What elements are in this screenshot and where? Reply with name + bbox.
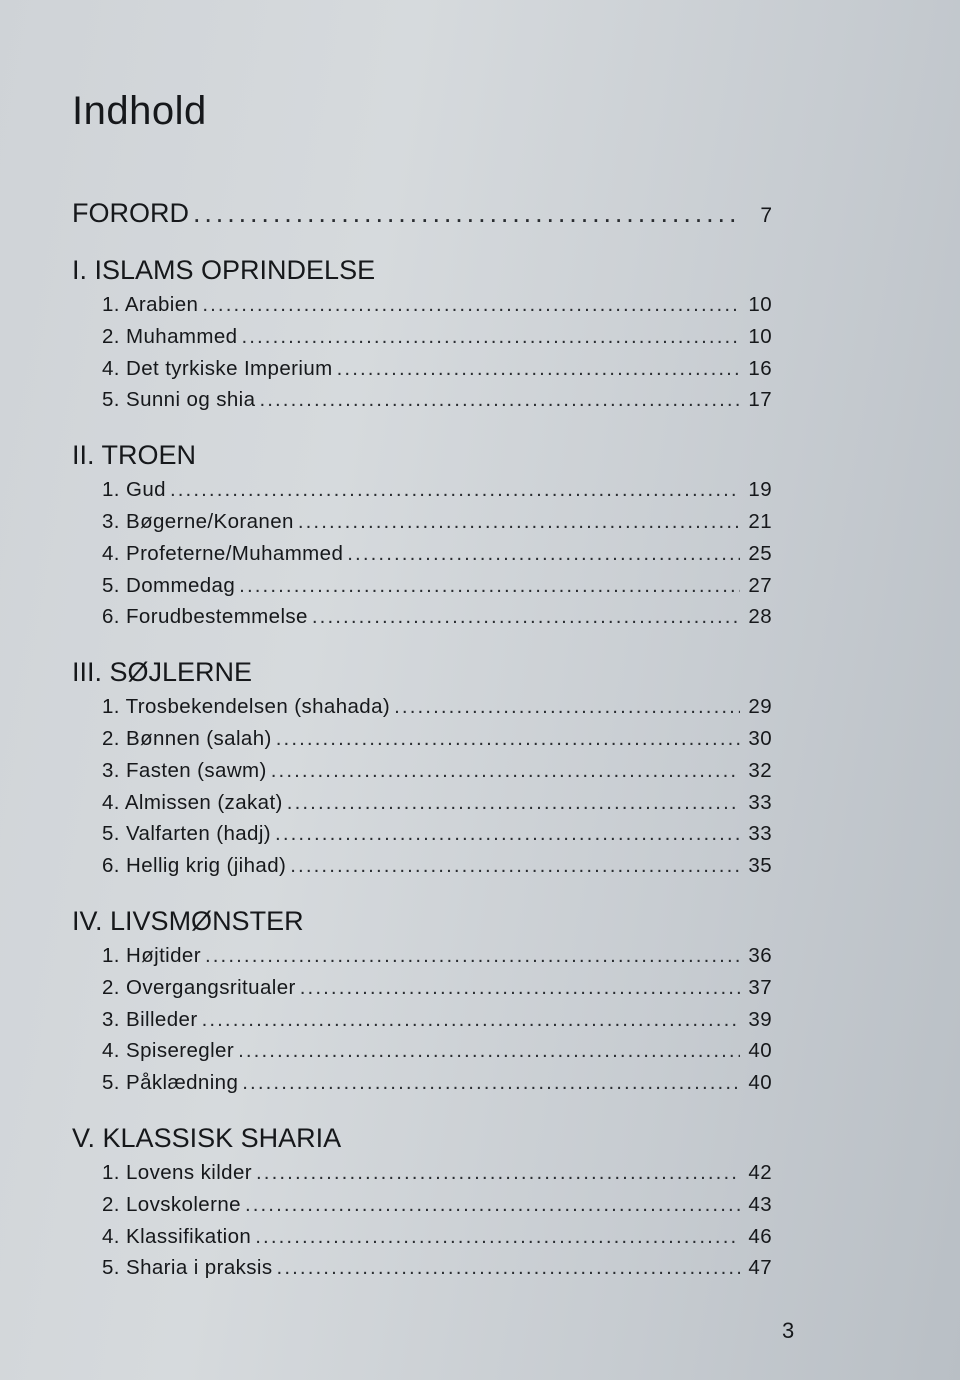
toc-entry-label: 5. Sharia i praksis (102, 1256, 273, 1280)
toc-entry (72, 1221, 772, 1253)
section-heading (72, 196, 772, 233)
toc-entry-label: 3. Billeder (102, 1007, 198, 1031)
toc-entry (72, 1035, 772, 1067)
toc-section (72, 904, 772, 1109)
dot-leader (275, 818, 740, 850)
dot-leader (347, 538, 740, 570)
toc-section (72, 438, 772, 643)
toc-entry-label: 5. Sunni og shia (102, 388, 256, 412)
section-heading (72, 904, 772, 938)
dot-leader (170, 474, 740, 506)
toc-entry-label: 1. Gud (102, 478, 166, 502)
toc-entry-page: 47 (748, 1256, 772, 1280)
dot-leader (259, 384, 740, 416)
toc-entry-label: 2. Overgangsritualer (102, 975, 296, 999)
dot-leader (298, 506, 740, 538)
toc-entry-page: 10 (748, 324, 772, 348)
toc-entry (72, 850, 772, 882)
toc-entry-label: 4. Spiseregler (102, 1039, 235, 1063)
dot-leader (202, 1004, 740, 1036)
toc-entry (72, 538, 772, 570)
toc-entry-label: 1. Trosbekendelsen (shahada) (102, 695, 391, 719)
toc-entry-page: 42 (748, 1160, 772, 1184)
toc-entry (72, 506, 772, 538)
toc-entry (72, 818, 772, 850)
section-heading (72, 253, 772, 287)
toc-entry-page: 35 (748, 854, 772, 878)
toc-entry (72, 1004, 772, 1036)
toc-entry-page: 27 (748, 573, 772, 597)
section-heading (72, 438, 772, 472)
dot-leader (245, 1189, 740, 1221)
toc-entry (72, 755, 772, 787)
toc-entry-label: 6. Hellig krig (jihad) (102, 854, 287, 878)
toc-entry-label: 5. Valfarten (hadj) (102, 822, 272, 846)
toc-section (72, 196, 772, 233)
dot-leader (255, 1221, 740, 1253)
toc-entry (72, 474, 772, 506)
dot-leader (300, 972, 740, 1004)
toc-entry-page: 39 (748, 1007, 772, 1031)
toc-entry (72, 940, 772, 972)
toc-entry-page: 16 (748, 356, 772, 380)
toc-entry-page: 30 (748, 726, 772, 750)
section-heading (72, 655, 772, 689)
toc-entry-page: 25 (748, 541, 772, 565)
toc-entry (72, 1067, 772, 1099)
table-of-contents (72, 196, 772, 1294)
dot-leader (241, 321, 740, 353)
toc-entry-label: 1. Lovens kilder (102, 1160, 252, 1184)
toc-entry (72, 321, 772, 353)
toc-entry (72, 570, 772, 602)
toc-entry-label: 5. Dommedag (102, 573, 236, 597)
toc-entry-page: 40 (748, 1071, 772, 1095)
toc-section (72, 1121, 772, 1294)
toc-entry-page: 21 (748, 509, 772, 533)
toc-entry-page: 10 (748, 293, 772, 316)
toc-entry-label: 2. Lovskolerne (102, 1192, 241, 1216)
toc-section (72, 655, 772, 892)
section-heading (72, 1121, 772, 1155)
toc-entry-page: 33 (748, 822, 772, 846)
toc-entry-page: 29 (748, 695, 772, 719)
dot-leader (238, 1035, 740, 1067)
dot-leader (193, 196, 740, 230)
toc-entry-label: 4. Det tyrkiske Imperium (102, 356, 333, 380)
toc-entry-page: 32 (748, 758, 772, 782)
dot-leader (287, 787, 740, 819)
toc-entry (72, 972, 772, 1004)
toc-entry-label: 1. Højtider (102, 943, 201, 967)
section-heading-label: IV. LIVSMØNSTER (72, 905, 304, 936)
toc-entry-label: 4. Profeterne/Muhammed (102, 541, 344, 565)
toc-entry-label: 2. Bønnen (salah) (102, 726, 272, 750)
dot-leader (394, 691, 740, 723)
toc-entry-page: 40 (748, 1039, 772, 1063)
toc-entry (72, 1189, 772, 1221)
section-heading-label: FORORD (72, 198, 189, 228)
toc-entry-page: 28 (748, 605, 772, 629)
toc-entry-label: 2. Muhammed (102, 324, 238, 348)
section-heading-label: V. KLASSISK SHARIA (72, 1122, 342, 1153)
section-heading-label: III. SØJLERNE (72, 657, 253, 688)
toc-entry-label: 4. Klassifikation (102, 1224, 252, 1248)
toc-entry (72, 289, 772, 321)
toc-entry-label: 4. Almissen (zakat) (102, 790, 283, 814)
toc-entry (72, 384, 772, 416)
toc-entry (72, 691, 772, 723)
toc-entry (72, 353, 772, 385)
dot-leader (242, 1067, 740, 1099)
toc-entry-page: 33 (748, 790, 772, 814)
dot-leader (205, 940, 740, 972)
toc-entry-page: 17 (748, 388, 772, 412)
toc-entry (72, 601, 772, 633)
toc-entry-label: 5. Påklædning (102, 1071, 239, 1095)
dot-leader (239, 570, 740, 602)
toc-entry (72, 1157, 772, 1189)
toc-entry (72, 1252, 772, 1284)
section-heading-label: II. TROEN (72, 440, 197, 471)
section-page-number: 7 (760, 204, 772, 227)
toc-entry (72, 723, 772, 755)
dot-leader (256, 1157, 740, 1189)
toc-entry-page: 46 (748, 1224, 772, 1248)
toc-entry-label: 3. Fasten (sawm) (102, 758, 267, 782)
dot-leader (337, 353, 740, 385)
toc-entry-label: 3. Bøgerne/Koranen (102, 509, 294, 533)
toc-entry-page: 43 (748, 1192, 772, 1216)
toc-entry-label: 1. Arabien (102, 293, 199, 316)
dot-leader (276, 723, 740, 755)
dot-leader (277, 1252, 740, 1284)
toc-entry-label: 6. Forudbestemmelse (102, 605, 308, 629)
dot-leader (271, 755, 740, 787)
toc-entry-page: 37 (748, 975, 772, 999)
toc-entry (72, 787, 772, 819)
dot-leader (312, 601, 740, 633)
page-number: 3 (782, 1318, 795, 1343)
dot-leader (290, 850, 740, 882)
section-heading-label: I. ISLAMS OPRINDELSE (72, 255, 376, 285)
toc-entry-page: 19 (748, 478, 772, 502)
toc-section (72, 253, 772, 426)
dot-leader (202, 289, 740, 321)
page-title: Indhold (72, 88, 207, 133)
toc-entry-page: 36 (748, 943, 772, 967)
